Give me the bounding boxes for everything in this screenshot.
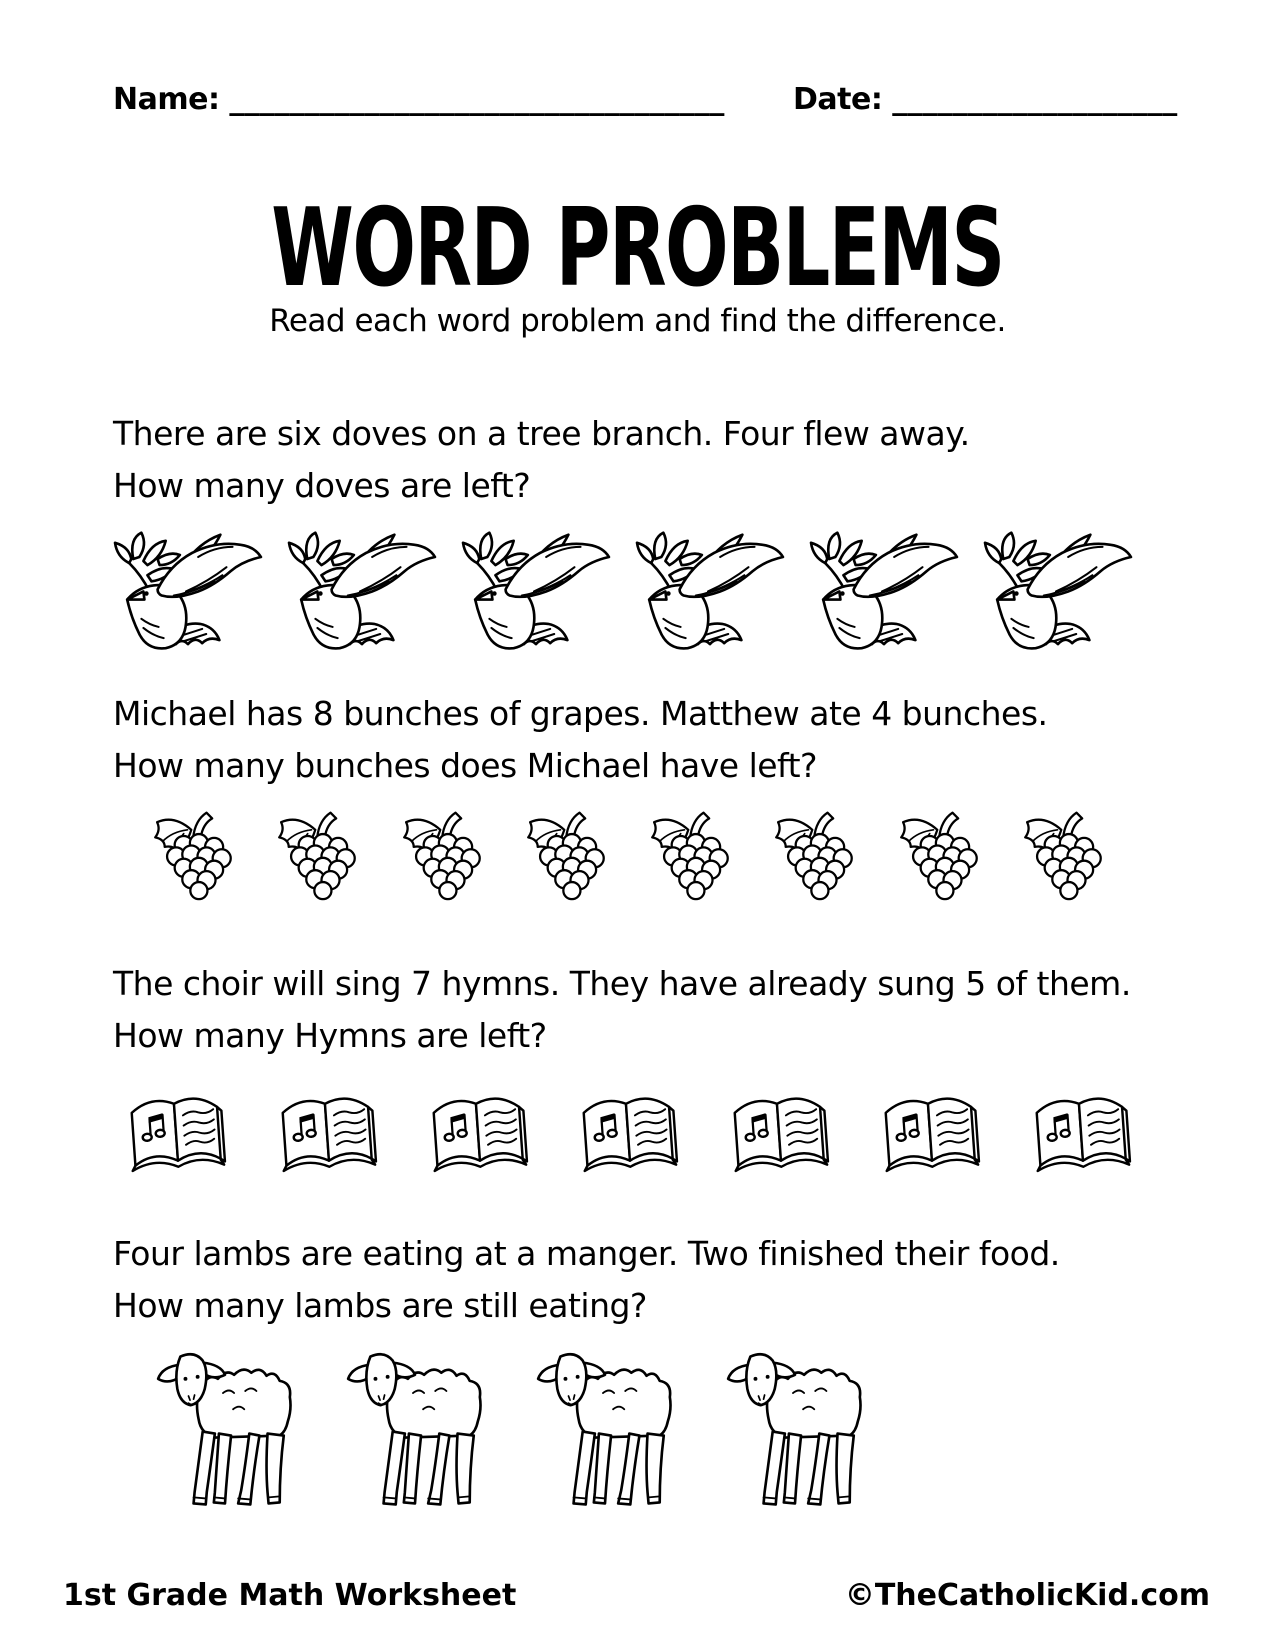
problem-3-text	[113, 958, 1131, 1062]
footer-right: ©TheCatholicKid.com	[844, 1578, 1210, 1613]
problem-4-text	[113, 1228, 1060, 1332]
hymnal-icon	[877, 1082, 989, 1181]
footer-left: 1st Grade Math Worksheet	[63, 1578, 517, 1613]
lamb-icon	[720, 1338, 872, 1520]
problem-1-icon-row	[113, 530, 1135, 658]
lamb-icon	[150, 1338, 302, 1520]
name-label: Name:	[113, 82, 220, 117]
grapes-icon	[264, 806, 359, 903]
date-label: Date:	[793, 82, 883, 117]
problem-1-line2: How many doves are left?	[113, 466, 531, 505]
problem-3-line2: How many Hymns are left?	[113, 1016, 547, 1055]
grapes-icon	[761, 806, 856, 903]
date-field	[793, 82, 1177, 117]
problem-4-line1: Four lambs are eating at a manger. Two finished their food.	[113, 1234, 1060, 1273]
hymnal-icon	[425, 1082, 537, 1181]
grapes-icon	[886, 806, 981, 903]
dove-icon	[113, 530, 265, 658]
title-wrap	[0, 185, 1275, 311]
hymnal-icon	[123, 1082, 235, 1181]
dove-icon	[983, 530, 1135, 658]
problem-2-line1: Michael has 8 bunches of grapes. Matthew ate 4 bunches.	[113, 694, 1048, 733]
problem-3-line1: The choir will sing 7 hymns. They have already sung 5 of them.	[113, 964, 1131, 1003]
problem-1-text	[113, 408, 970, 512]
problem-2-line2: How many bunches does Michael have left?	[113, 746, 818, 785]
grapes-icon	[389, 806, 484, 903]
dove-icon	[461, 530, 613, 658]
worksheet-subtitle: Read each word problem and find the difference.	[269, 303, 1006, 339]
lamb-icon	[340, 1338, 492, 1520]
date-blank-line: ___________________	[892, 82, 1178, 117]
dove-icon	[809, 530, 961, 658]
name-field	[113, 82, 724, 117]
worksheet-title: WORD PROBLEMS	[271, 185, 1004, 311]
grapes-icon	[140, 806, 235, 903]
grapes-icon	[637, 806, 732, 903]
name-blank-line: _________________________________	[229, 82, 725, 117]
dove-icon	[635, 530, 787, 658]
problem-4-icon-row	[150, 1338, 872, 1520]
subtitle-wrap	[0, 303, 1275, 339]
dove-icon	[287, 530, 439, 658]
problem-2-icon-row	[140, 806, 1105, 903]
problem-2-text	[113, 688, 1048, 792]
problem-1-line1: There are six doves on a tree branch. Four flew away.	[113, 414, 970, 453]
hymnal-icon	[1028, 1082, 1140, 1181]
lamb-icon	[530, 1338, 682, 1520]
problem-3-icon-row	[123, 1082, 1140, 1181]
hymnal-icon	[274, 1082, 386, 1181]
hymnal-icon	[575, 1082, 687, 1181]
grapes-icon	[1010, 806, 1105, 903]
hymnal-icon	[726, 1082, 838, 1181]
grapes-icon	[513, 806, 608, 903]
problem-4-line2: How many lambs are still eating?	[113, 1286, 647, 1325]
